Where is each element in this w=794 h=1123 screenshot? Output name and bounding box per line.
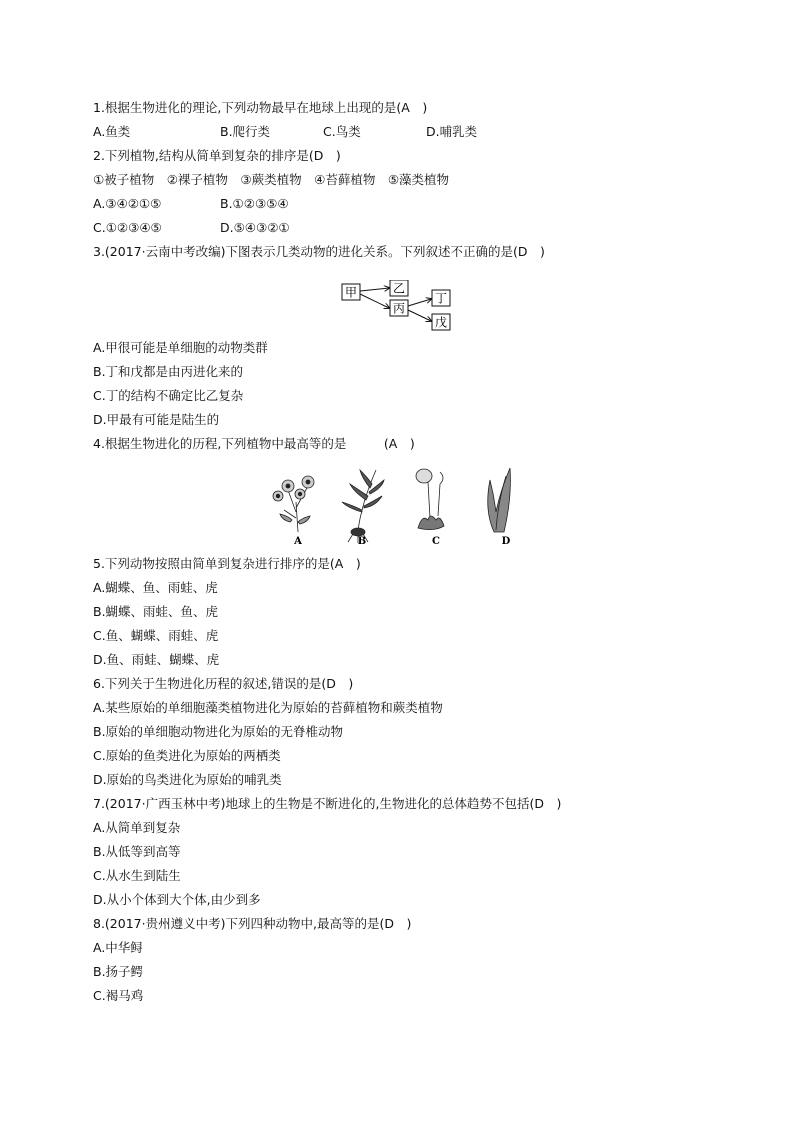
plant-label-a: A: [294, 536, 302, 546]
q8-stem: 8.(2017·贵州遵义中考)下列四种动物中,最高等的是(D ): [93, 916, 412, 931]
arrow-bing-wu: [408, 310, 431, 321]
q1-option-d: D.哺乳类: [426, 124, 478, 139]
q6-option-d: D.原始的鸟类进化为原始的哺乳类: [93, 772, 282, 787]
q7-stem: 7.(2017·广西玉林中考)地球上的生物是不断进化的,生物进化的总体趋势不包括(D ): [93, 796, 562, 811]
q5-stem: 5.下列动物按照由简单到复杂进行排序的是(A ): [93, 556, 361, 571]
algae-image: [488, 468, 511, 532]
q3-option-d: D.甲最有可能是陆生的: [93, 412, 220, 427]
q1-option-c: C.鸟类: [323, 124, 361, 139]
q5-option-c: C.鱼、蝴蝶、雨蛙、虎: [93, 628, 219, 643]
node-jia-label: 甲: [344, 285, 358, 300]
q5-option-b: B.蝴蝶、雨蛙、鱼、虎: [93, 604, 219, 619]
q1-option-a: A.鱼类: [93, 124, 131, 139]
q7-option-a: A.从简单到复杂: [93, 820, 181, 835]
plant-label-c: C: [432, 536, 440, 546]
q2-stem: 2.下列植物,结构从简单到复杂的排序是(D ): [93, 148, 341, 163]
flowering-plant-image: [273, 476, 314, 532]
node-yi: [390, 280, 408, 296]
q7-option-b: B.从低等到高等: [93, 844, 181, 859]
arrow-bing-ding: [408, 299, 431, 306]
q3-stem: 3.(2017·云南中考改编)下图表示几类动物的进化关系。下列叙述不正确的是(D ): [93, 244, 545, 259]
node-bing-label: 丙: [392, 301, 406, 316]
q8-option-b: B.扬子鳄: [93, 964, 144, 979]
node-jia: [342, 284, 360, 300]
q3-option-a: A.甲很可能是单细胞的动物类群: [93, 340, 268, 355]
q5-option-d: D.鱼、雨蛙、蝴蝶、虎: [93, 652, 220, 667]
arrow-jia-yi: [360, 288, 389, 291]
evolution-diagram: [340, 280, 460, 332]
q4-stem: 4.根据生物进化的历程,下列植物中最高等的是 (A ): [93, 436, 415, 451]
node-ding-label: 丁: [434, 291, 448, 306]
q2-option-a: A.③④②①⑤: [93, 196, 162, 211]
fern-image: [342, 470, 384, 543]
moss-image: [416, 469, 444, 530]
node-wu: [432, 314, 450, 330]
node-ding: [432, 290, 450, 306]
q7-option-d: D.从小个体到大个体,由少到多: [93, 892, 261, 907]
q6-option-a: A.某些原始的单细胞藻类植物进化为原始的苔藓植物和蕨类植物: [93, 700, 443, 715]
q8-option-c: C.褐马鸡: [93, 988, 144, 1003]
q8-option-a: A.中华鲟: [93, 940, 143, 955]
q1-stem: 1.根据生物进化的理论,下列动物最早在地球上出现的是(A ): [93, 100, 428, 115]
q7-option-c: C.从水生到陆生: [93, 868, 181, 883]
q5-option-a: A.蝴蝶、鱼、雨蛙、虎: [93, 580, 218, 595]
node-yi-label: 乙: [392, 281, 406, 296]
q6-option-c: C.原始的鱼类进化为原始的两栖类: [93, 748, 281, 763]
q2-items: ①被子植物 ②裸子植物 ③蕨类植物 ④苔藓植物 ⑤藻类植物: [93, 172, 450, 187]
plant-label-d: D: [501, 536, 511, 546]
q3-option-b: B.丁和戊都是由丙进化来的: [93, 364, 244, 379]
arrow-jia-bing: [360, 294, 389, 308]
q6-option-b: B.原始的单细胞动物进化为原始的无脊椎动物: [93, 724, 344, 739]
q2-option-b: B.①②③⑤④: [220, 196, 289, 211]
q1-option-b: B.爬行类: [220, 124, 271, 139]
plant-illustrations: [258, 462, 528, 546]
node-bing: [390, 300, 408, 316]
q2-option-c: C.①②③④⑤: [93, 220, 162, 235]
plant-label-b: B: [357, 536, 367, 546]
q2-option-d: D.⑤④③②①: [220, 220, 290, 235]
q3-option-c: C.丁的结构不确定比乙复杂: [93, 388, 244, 403]
node-wu-label: 戊: [434, 315, 448, 330]
q6-stem: 6.下列关于生物进化历程的叙述,错误的是(D ): [93, 676, 354, 691]
